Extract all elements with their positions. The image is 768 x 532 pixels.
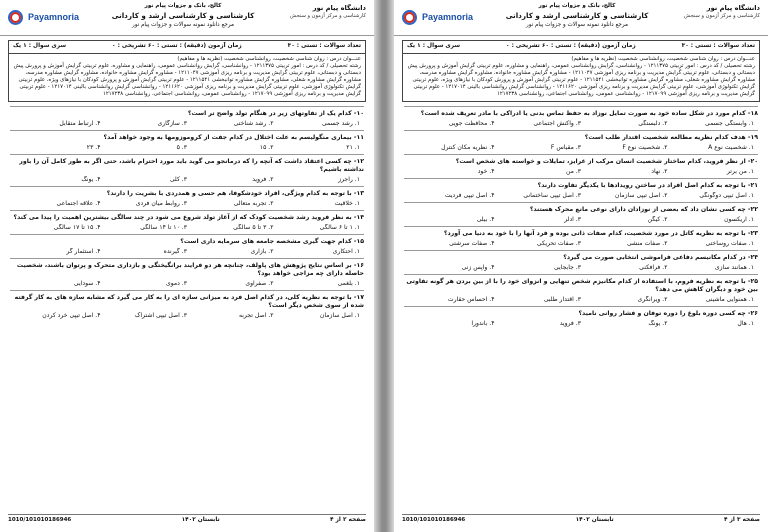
option-2: ۲. کیگن xyxy=(647,216,668,224)
option-3: ۳. اصل تیپی ساختمانی xyxy=(523,192,581,200)
question-text: ۱۹- هدف کدام نظریه مطالعه شخصیت اقتدار طلب است؟ xyxy=(584,134,758,142)
header-subtitle: مرجع دانلود نمونه سوالات و جزوات پیام نور xyxy=(526,21,628,28)
option-1: ۱. راجرز xyxy=(338,176,360,184)
exam-info-row xyxy=(9,41,365,54)
page-binding-gutter xyxy=(374,0,394,532)
question-series: سری سوال : ۱ یک xyxy=(13,43,67,49)
question-item xyxy=(404,250,758,274)
option-4: ۴. ۱۵ تا ۱۷ سالگی xyxy=(53,224,101,232)
header-top-line: کالج، بانک و جزوات پیام نور xyxy=(538,3,616,9)
question-item xyxy=(404,154,758,178)
course-title: عنـــوان درس : روان شناسی شخصیت، روانشناسی شخصیت (نظریه ها و مفاهیم) xyxy=(571,55,755,62)
question-text: ۱۳- با توجه به کدام ویژگی، افراد خودشکوفا، هم حسی و همدردی با بشریت را دارند؟ xyxy=(106,190,364,198)
question-item xyxy=(404,130,758,154)
option-2: ۲. یونگ xyxy=(648,320,668,328)
question-item xyxy=(404,306,758,330)
option-3: ۳. ۱۰ تا ۱۴ سالگی xyxy=(140,224,187,232)
option-3: ۳. واکنش اجتماعی xyxy=(533,120,581,128)
answer-options xyxy=(404,264,758,272)
exam-page-left xyxy=(0,0,374,532)
option-1: ۱. من برتر xyxy=(726,168,754,176)
question-text: ۲۵- با توجه به نظریه فروم، با استفاده از کدام مکانیزم شخص تنهایی و انزوای خود را با از بین بردن هر گونه تفاوتی بین خود و دیگران کاهش می دهد؟ xyxy=(406,278,758,294)
answer-options xyxy=(10,176,364,184)
answer-options xyxy=(404,168,758,176)
question-text: ۲۴- در کدام مکانیسم دفاعی فراموشی انتخابی صورت می گیرد؟ xyxy=(563,254,758,262)
payamnoria-logo xyxy=(402,5,494,30)
answer-options xyxy=(404,216,758,224)
answer-options xyxy=(10,144,364,152)
logo-text: Payamnoria xyxy=(28,12,80,22)
answer-options xyxy=(404,144,758,152)
course-title: عنـــوان درس : روان شناسی شخصیت، روانشناسی شخصیت (نظریه ها و مفاهیم) xyxy=(177,55,361,62)
exam-code: 1010/101010186946 xyxy=(402,516,466,523)
option-2: ۲. فرافکنی xyxy=(639,264,668,272)
header-subtitle: مرجع دانلود نمونه سوالات و جزوات پیام نور xyxy=(132,21,234,28)
option-4: ۴. نظریه مکان کنترل xyxy=(441,144,495,152)
question-item xyxy=(404,226,758,250)
question-series: سری سوال : ۱ یک xyxy=(407,43,461,49)
exam-time: زمان آزمون (دقیقه) : تستی : ۶۰ تشریحی : ۰ xyxy=(112,43,242,49)
option-4: ۴. اصل تیپی فردیت xyxy=(444,192,495,200)
option-4: ۴. بیلی xyxy=(476,216,495,224)
university-name: دانشگاه پیام نور کارشناسی و مرکز آزمون و سنجش xyxy=(656,4,760,19)
option-2: ۲. تجربه متعالی xyxy=(233,200,274,208)
option-1: ۱. هال xyxy=(737,320,754,328)
question-text: ۱۰- کدام یک از تفاوتهای زیر در هنگام تولد واضح تر است؟ xyxy=(187,110,364,118)
question-item xyxy=(10,258,364,290)
question-text: ۱۸- کدام مورد در شکل ساده خود به صورت تمایل نوزاد به حفظ تماس بدنی یا ادراکی با مادر تعریف شده است؟ xyxy=(420,110,758,118)
question-count: تعداد سوالات : تستی : ۳۰ xyxy=(287,43,361,49)
logo-circle-icon xyxy=(402,10,417,25)
option-4: ۴. باندورا xyxy=(471,320,495,328)
option-3: ۳. صفات تحریکی xyxy=(536,240,581,248)
answer-options xyxy=(10,200,364,208)
question-text: ۲۳- با توجه به نظریه کاتل در مورد شخصیت، کدام صفات ذاتی بوده و فرد آنها را با خود به دنیا می آورد؟ xyxy=(443,230,758,238)
exam-time: زمان آزمون (دقیقه) : تستی : ۶۰ تشریحی : ۰ xyxy=(506,43,636,49)
question-count: تعداد سوالات : تستی : ۳۰ xyxy=(681,43,755,49)
answer-options xyxy=(404,120,758,128)
exam-page-right xyxy=(394,0,768,532)
question-item xyxy=(10,210,364,234)
option-3: ۳. آدلر xyxy=(564,216,581,224)
option-2: ۲. اصل تیپی سازمان xyxy=(615,192,668,200)
header-title: کارشناسی و کارشناسی ارشد و کاردانی xyxy=(111,11,255,21)
university-motto: کارشناسی و مرکز آزمون و سنجش xyxy=(683,12,760,19)
university-name: دانشگاه پیام نور کارشناسی و مرکز آزمون و سنجش xyxy=(262,4,366,19)
question-text: ۲۲- چه کسی نشان داد که بعضی از نوزادان دارای نوعی مانع محرک هستند؟ xyxy=(529,206,758,214)
option-1: ۱. همنوایی ماشینی xyxy=(705,296,754,304)
option-1: ۱. وابستگی جسمی xyxy=(705,120,754,128)
option-4: ۴. سودایی xyxy=(73,280,101,288)
question-item xyxy=(404,178,758,202)
question-item xyxy=(10,106,364,130)
option-2: ۲. فروید xyxy=(252,176,274,184)
option-2: ۲. صفراوی xyxy=(245,280,274,288)
option-3: ۳. اصل تیپی اشتراک xyxy=(134,312,187,320)
answer-options xyxy=(10,312,364,320)
option-3: ۳. ۵ xyxy=(176,144,187,152)
exam-term: تابستان ۱۴۰۲ xyxy=(575,516,614,523)
option-1: ۱. اریکسون xyxy=(724,216,754,224)
option-2: ۲. صفات منشی xyxy=(626,240,668,248)
option-4: ۴. محافظت جویی xyxy=(448,120,495,128)
question-text: ۲۰- از نظر فروید، کدام ساختار شخصیت انسان مرکب از غرایز، تمایلات و خواسته های شخص است؟ xyxy=(455,158,758,166)
answer-options xyxy=(404,320,758,328)
option-3: ۳. من xyxy=(565,168,581,176)
option-3: ۳. فروید xyxy=(559,320,581,328)
option-2: ۲. نهاد xyxy=(651,168,668,176)
exam-info-box xyxy=(402,40,760,102)
option-1: ۱. اصل تیپی دوگونگی xyxy=(699,192,754,200)
exam-info-row xyxy=(403,41,759,54)
answer-options xyxy=(10,280,364,288)
option-3: ۳. گیرنده xyxy=(163,248,187,256)
question-item xyxy=(10,154,364,186)
question-item xyxy=(404,274,758,306)
header-center xyxy=(104,3,262,29)
page-header xyxy=(0,0,374,36)
payamnoria-logo xyxy=(8,5,100,30)
option-4: ۴. ۲۳ xyxy=(86,144,101,152)
question-text: ۱۵- کدام جهت گیری مشخصه جامعه های سرمایه داری است؟ xyxy=(180,238,364,246)
option-3: ۳. جابجایی xyxy=(553,264,581,272)
logo-text: Payamnoria xyxy=(422,12,474,22)
university-motto: کارشناسی و مرکز آزمون و سنجش xyxy=(289,12,366,19)
option-2: ۲. اصل تجربه xyxy=(238,312,274,320)
option-3: ۳. کلی xyxy=(169,176,187,184)
course-fields: رشته تحصیلی / کد درس : امور تربیتی ۱۲۱۱۳۷۵ - روانشناسی، گرایش روانشناسی عمومی، راهنمایی و مشاوره، علوم تربیتی گرایش آموزش و پرورش پیش دبستانی و دبستانی، علوم تربیتی گرایش مدیریت و برنامه ریزی آموزشی ۱۲۱۱۰۴۷ - مشاوره گرایش مشاوره خانواده، مشاوره گرایش مشاوره مدرسه، مشاوره گرایش مشاوره شغلی، مشاوره گرایش مشاوره توانبخشی ۱۲۱۱۵۴۱ - علوم تربیتی گرایش آموزش و پرورش کودکان با نیازهای ویژه، علوم تربیتی گرایش تکنولوژی آموزشی، علوم تربیتی گرایش مدیریت و برنامه ریزی آموزشی ۱۲۱۱۶۲۰ - روانشناسی گرایش روانشناسی بالینی ۱۲۱۷۰۱۴ - علوم تربیتی گرایش مدیریت و برنامه ریزی آموزشی ۱۲۱۷۰۹۹ - روانشناسی عمومی، روانشناسی اجتماعی، روانشناسی ۱۲۱۷۲۳۸ xyxy=(407,62,755,98)
question-item xyxy=(10,290,364,322)
answer-options xyxy=(404,240,758,248)
option-4: ۴. علاقه اجتماعی xyxy=(56,200,101,208)
option-3: ۳. دموی xyxy=(165,280,187,288)
question-text: ۲۶- چه کسی دوره بلوغ را دوره توفان و فشار روانی نامید؟ xyxy=(578,310,758,318)
option-1: ۱. صفات روساختی xyxy=(705,240,754,248)
page-number: صفحه ۳ از ۴ xyxy=(724,516,760,523)
question-text: ۱۱- بیماری منگولیسم به علت اختلال در کدام جفت از کروموزومها به وجود خواهد آمد؟ xyxy=(103,134,364,142)
option-4: ۴. استثمار گر xyxy=(66,248,101,256)
question-item xyxy=(404,202,758,226)
option-3: ۳. اقتدار طلبی xyxy=(543,296,581,304)
question-list xyxy=(394,106,768,330)
option-1: ۱. رشد جسمی xyxy=(321,120,360,128)
option-1: ۱. خلاقیت xyxy=(334,200,360,208)
question-item xyxy=(10,186,364,210)
page-footer xyxy=(402,514,760,526)
option-2: ۲. شخصیت نوع F xyxy=(622,144,668,152)
option-2: ۲. ۱۵ xyxy=(259,144,274,152)
question-item xyxy=(10,130,364,154)
option-1: ۱. بلغمی xyxy=(337,280,360,288)
option-4: ۴. صفات سرشتی xyxy=(449,240,495,248)
question-text: ۲۱- با توجه به کدام اصل افراد در ساختن رویدادها با یکدیگر تفاوت دارند؟ xyxy=(537,182,758,190)
exam-term: تابستان ۱۴۰۲ xyxy=(181,516,220,523)
option-1: ۱. همانند سازی xyxy=(714,264,754,272)
question-list xyxy=(0,106,374,322)
question-text: ۱۴- به نظر فروید رشد شخصیت کودک که از آغاز تولد شروع می شود در چند سالگی بیشترین اهمیت را پیدا می کند؟ xyxy=(13,214,364,222)
option-4: ۴. احساس حقارت xyxy=(447,296,495,304)
option-2: ۲. بازاری xyxy=(250,248,274,256)
answer-options xyxy=(404,192,758,200)
page-footer xyxy=(8,514,366,526)
option-4: ۴. یونگ xyxy=(81,176,101,184)
answer-options xyxy=(10,248,364,256)
option-2: ۲. دلبستگی xyxy=(638,120,668,128)
answer-options xyxy=(10,120,364,128)
question-text: ۱۶- بر اساس نتایج پژوهش های پاولف، چنانچه هر دو فرایند برانگیختگی و بازداری متحرک و پرتوان باشند، شخصیت حاصله دارای چه مزاجی خواهد بود؟ xyxy=(16,262,364,278)
option-2: ۲. رشد شناختی xyxy=(233,120,274,128)
option-4: ۴. خود xyxy=(477,168,495,176)
option-2: ۲. ویرانگری xyxy=(637,296,668,304)
option-1: ۱. احتکاری xyxy=(332,248,360,256)
exam-code: 1010/101010186946 xyxy=(8,516,72,523)
question-item xyxy=(404,106,758,130)
header-title: کارشناسی و کارشناسی ارشد و کاردانی xyxy=(505,11,649,21)
course-fields: رشته تحصیلی / کد درس : امور تربیتی ۱۲۱۱۳۷۵ - روانشناسی، گرایش روانشناسی عمومی، راهنمایی و مشاوره، علوم تربیتی گرایش آموزش و پرورش پیش دبستانی و دبستانی، علوم تربیتی گرایش مدیریت و برنامه ریزی آموزشی ۱۲۱۱۰۴۷ - مشاوره گرایش مشاوره خانواده، مشاوره گرایش مشاوره مدرسه، مشاوره گرایش مشاوره شغلی، مشاوره گرایش مشاوره توانبخشی ۱۲۱۱۵۴۱ - علوم تربیتی گرایش آموزش و پرورش کودکان با نیازهای ویژه، علوم تربیتی گرایش تکنولوژی آموزشی، علوم تربیتی گرایش مدیریت و برنامه ریزی آموزشی ۱۲۱۱۶۲۰ - روانشناسی گرایش روانشناسی بالینی ۱۲۱۷۰۱۴ - علوم تربیتی گرایش مدیریت و برنامه ریزی آموزشی ۱۲۱۷۰۹۹ - روانشناسی عمومی، روانشناسی اجتماعی، روانشناسی ۱۲۱۷۲۳۸ xyxy=(13,62,361,98)
header-top-line: کالج، بانک و جزوات پیام نور xyxy=(144,3,222,9)
answer-options xyxy=(404,296,758,304)
option-2: ۲. ۳ تا ۵ سالگی xyxy=(233,224,274,232)
option-4: ۴. واپس زنی xyxy=(461,264,495,272)
option-3: ۳. مقیاس F xyxy=(550,144,581,152)
page-header xyxy=(394,0,768,36)
answer-options xyxy=(10,224,364,232)
option-1: ۱. ۱ تا ۶ سالگی xyxy=(319,224,360,232)
option-1: ۱. ۲۱ xyxy=(346,144,360,152)
question-item xyxy=(10,234,364,258)
option-1: ۱. اصل سازمان xyxy=(319,312,360,320)
option-3: ۳. سازگاری xyxy=(157,120,187,128)
course-details xyxy=(9,54,365,102)
option-4: ۴. اصل تیپی خرد کردن xyxy=(42,312,101,320)
logo-circle-icon xyxy=(8,10,23,25)
course-details xyxy=(403,54,759,102)
option-4: ۴. ارتباط متقابل xyxy=(59,120,101,128)
question-text: ۱۲- چه کسی اعتقاد داشت که آنچه را که درمانجو می گوید باید مورد احترام باشد، حتی اگر به طور کامل آن را باور نداشته باشیم؟ xyxy=(19,158,364,174)
option-3: ۳. روابط میان فردی xyxy=(135,200,187,208)
option-1: ۱. شخصیت نوع A xyxy=(708,144,754,152)
question-text: ۱۷- با توجه به نظریه کلی، در کدام اصل فرد به میزانی سازه ای را به کار می گیرد که مشابه سازه های به کار گرفته شده از سوی شخص دیگر است؟ xyxy=(14,294,364,310)
header-center xyxy=(498,3,656,29)
exam-info-box xyxy=(8,40,366,102)
page-number: صفحه ۲ از ۴ xyxy=(330,516,366,523)
